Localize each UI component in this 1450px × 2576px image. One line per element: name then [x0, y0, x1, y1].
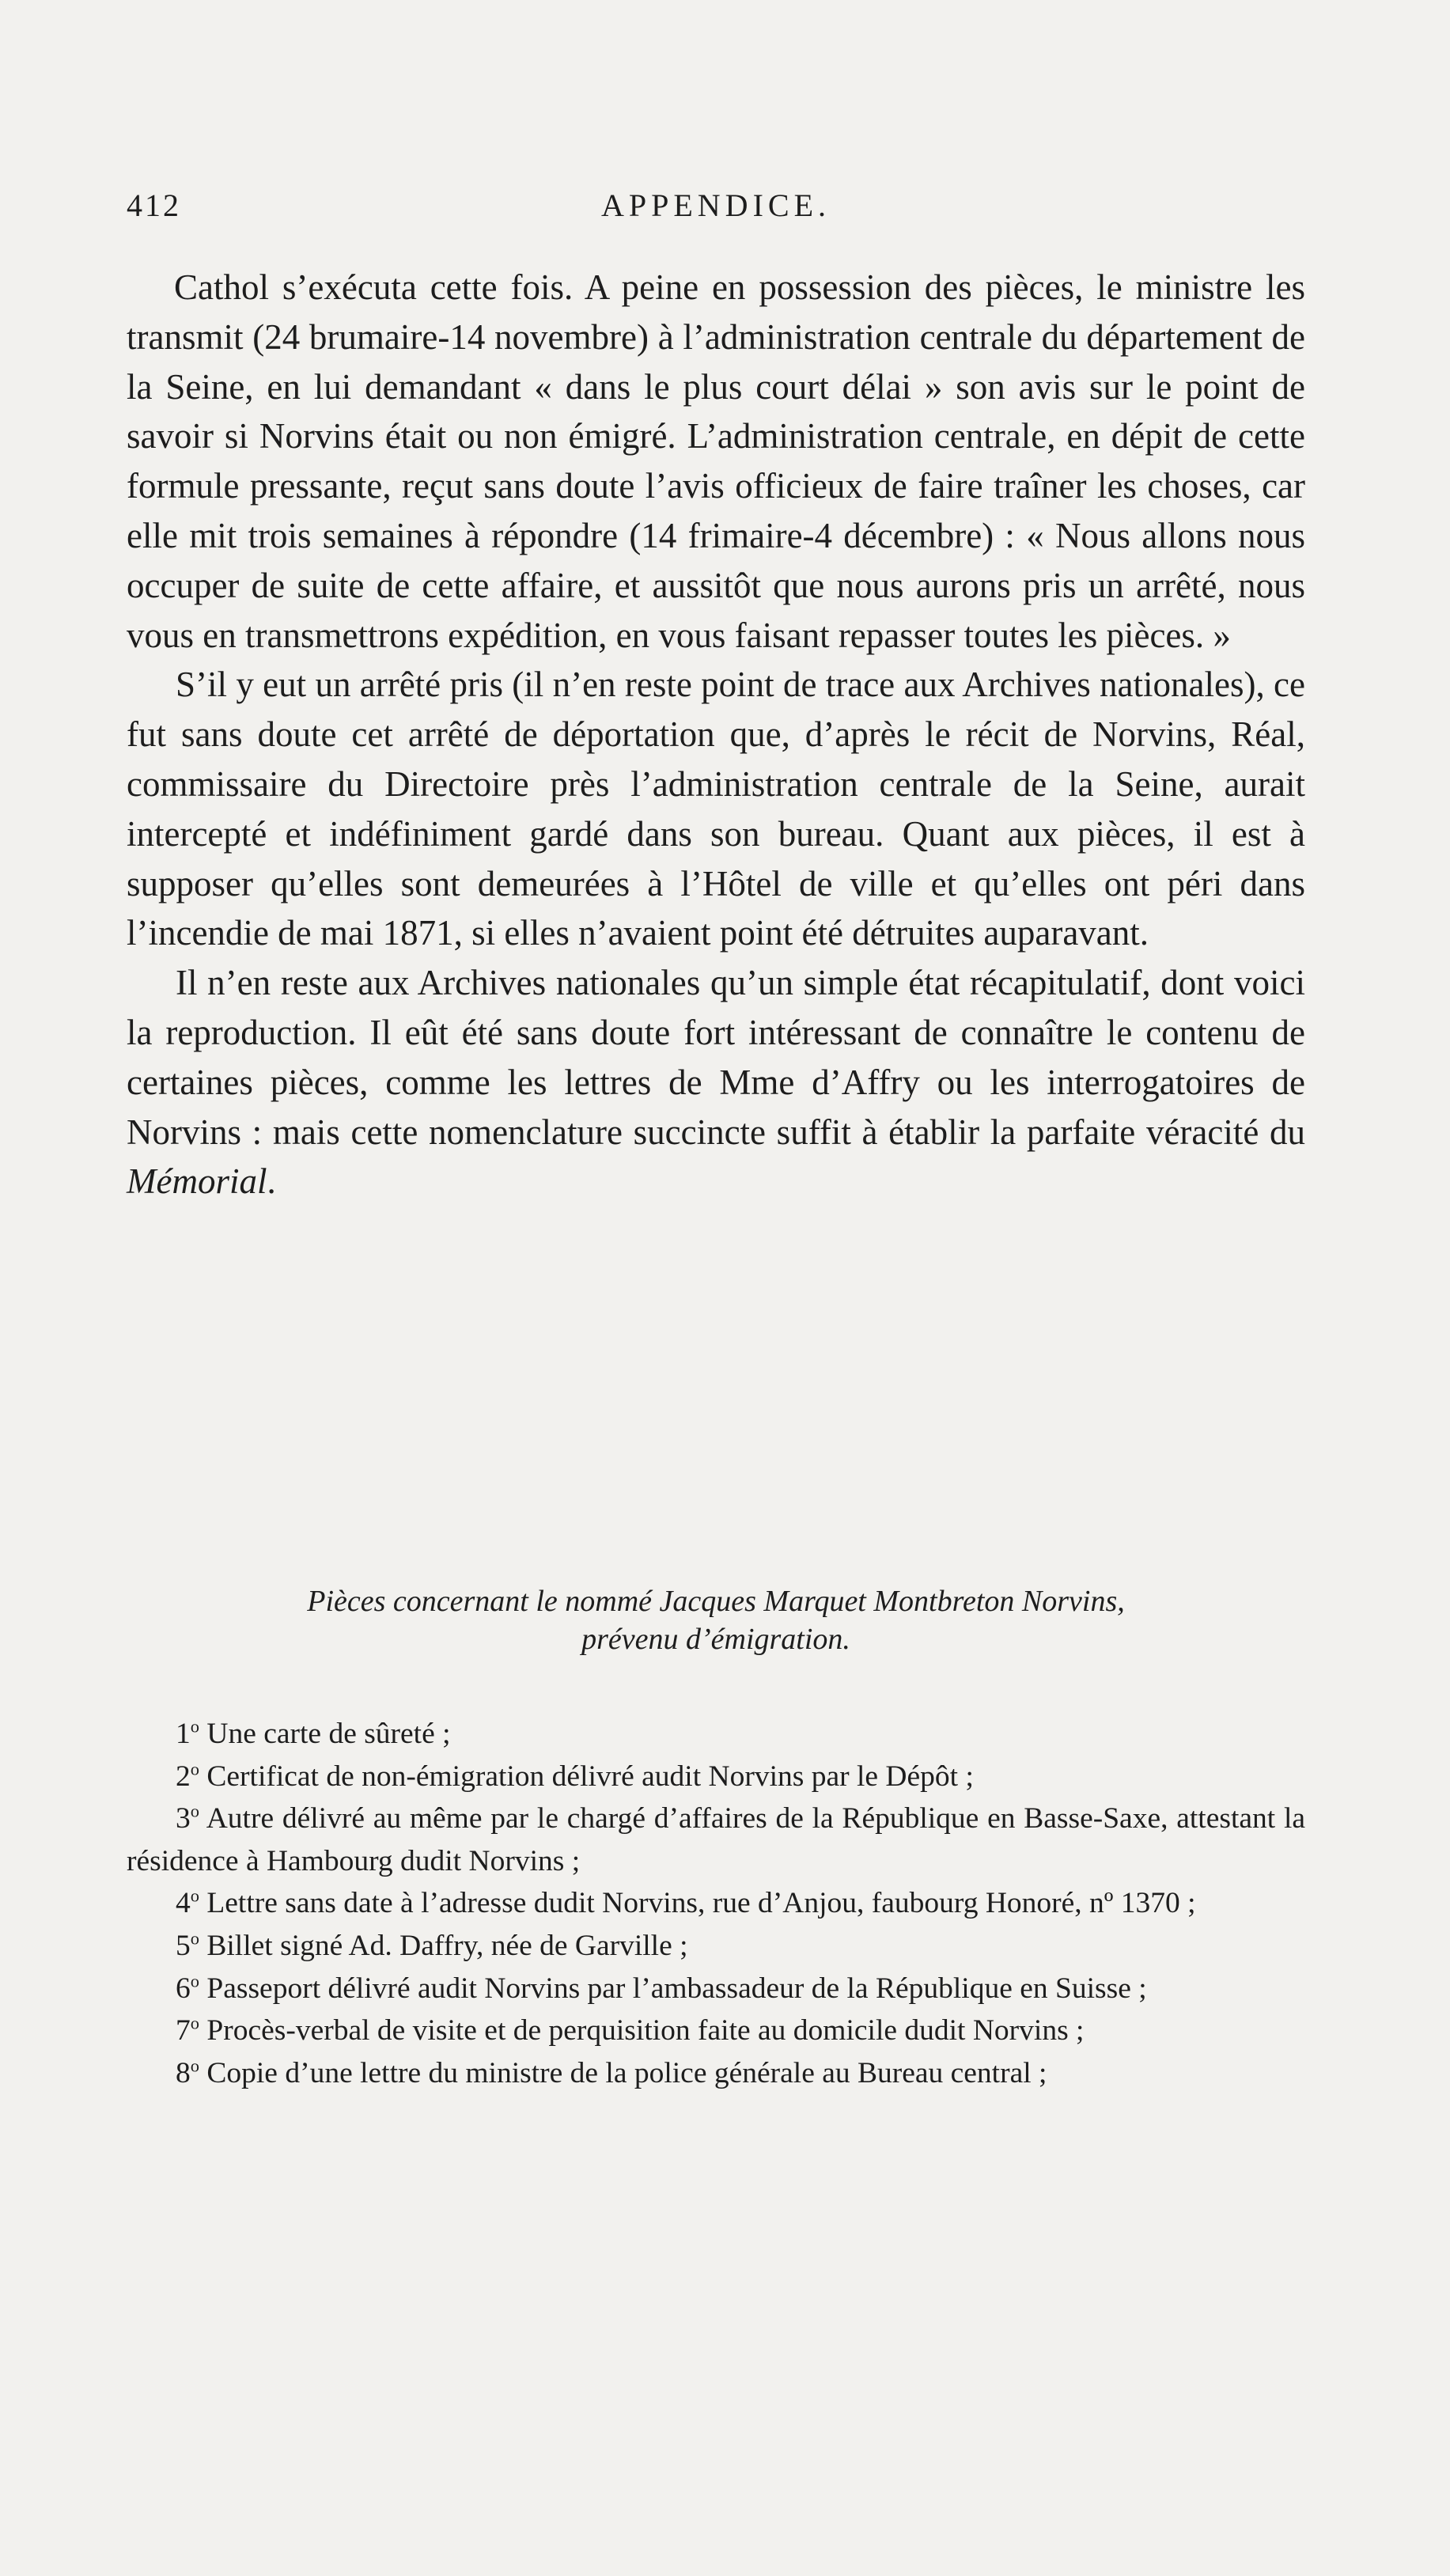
ordinal-mark: o	[190, 1971, 199, 1991]
list-title-line: prévenu d’émigration.	[581, 1623, 850, 1656]
paragraph-end: .	[267, 1161, 276, 1202]
paragraph-text: Il n’en reste aux Archives nationales qu’un simple état récapitulatif, dont voici la reproduction. Il eût été sans doute fort intéressant de connaître le contenu de certaines pièces, comme les lettres de Mme d’Affry ou les interrogatoires de Norvins : mais cette nomenclature succincte suffit à établir la parfaite véracité du	[127, 963, 1305, 1152]
item-number: 7	[176, 2014, 191, 2048]
paragraph: Cathol s’exécuta cette fois. A peine en possession des pièces, le ministre les transmit (24 brumaire-14 novembre) à l’administration centrale du département de la Seine, en lui demandant « dans le plus court délai » son avis sur le point de savoir si Norvins était ou non émigré. L’administration centrale, en dépit de cette formule pressante, reçut sans doute l’avis officieux de faire traîner les choses, car elle mit trois semaines à répondre (14 frimaire-4 décembre) : « Nous allons nous occuper de suite de cette affaire, et aussitôt que nous aurons pris un arrêté, nous vous en transmettrons expédition, en vous faisant repasser toutes les pièces. »	[127, 267, 1305, 655]
paragraph: S’il y eut un arrêté pris (il n’en reste point de trace aux Archives nationales), ce fut sans doute cet arrêté de déportation que, d’après le récit de Norvins, Réal, commissaire du Directoire près l’administration centrale de la Seine, aurait intercepté et indéfiniment gardé dans son bureau. Quant aux pièces, il est à supposer qu’elles sont demeurées à l’Hôtel de ville et qu’elles ont péri dans l’incendie de mai 1871, si elles n’avaient point été détruites auparavant.	[127, 665, 1305, 953]
ordinal-mark: o	[190, 1801, 199, 1821]
item-text: Billet signé Ad. Daffry, née de Garville ;	[206, 1929, 688, 1962]
list-title-line: Pièces concernant le nommé Jacques Marquet Montbreton Norvins,	[307, 1585, 1125, 1618]
item-number: 4	[176, 1887, 191, 1920]
ordinal-mark: o	[190, 1759, 199, 1779]
ordinal-mark: o	[190, 1885, 199, 1906]
item-number: 6	[176, 1972, 191, 2005]
running-head	[127, 187, 1305, 234]
page-number: 412	[127, 188, 181, 223]
ordinal-mark: o	[190, 2055, 199, 2076]
item-number: 1	[176, 1718, 191, 1750]
paragraph	[127, 958, 1305, 1207]
list-item	[127, 1882, 1305, 1925]
list-item	[127, 1756, 1305, 1798]
list-item	[127, 2010, 1305, 2052]
list-title	[127, 1582, 1305, 1658]
running-title: APPENDICE.	[600, 188, 831, 223]
list-item	[127, 1798, 1305, 1882]
item-text: Lettre sans date à l’adresse dudit Norvins, rue d’Anjou, faubourg Honoré, nº 1370 ;	[206, 1887, 1196, 1920]
memorial-title: Mémorial	[127, 1161, 267, 1202]
item-text: Copie d’une lettre du ministre de la police générale au Bureau central ;	[206, 2056, 1047, 2089]
ordinal-mark: o	[190, 1928, 199, 1949]
ordinal-mark: o	[190, 1716, 199, 1737]
list-item	[127, 1968, 1305, 2010]
document-list	[127, 1713, 1305, 2094]
item-number: 2	[176, 1760, 191, 1793]
item-number: 8	[176, 2056, 191, 2089]
item-number: 5	[176, 1929, 191, 1962]
list-item	[127, 2052, 1305, 2095]
item-text: Procès-verbal de visite et de perquisition faite au domicile dudit Norvins ;	[206, 2014, 1085, 2048]
ordinal-mark: o	[190, 2013, 199, 2033]
item-text: Passeport délivré audit Norvins par l’ambassadeur de la République en Suisse ;	[206, 1972, 1147, 2005]
list-item	[127, 1713, 1305, 1756]
item-number: 3	[176, 1802, 191, 1835]
item-text: Certificat de non-émigration délivré audit Norvins par le Dépôt ;	[206, 1760, 974, 1793]
item-text: Autre délivré au même par le chargé d’affaires de la République en Basse-Saxe, attestant la résidence à Hambourg dudit Norvins ;	[127, 1802, 1306, 1877]
item-text: Une carte de sûreté ;	[206, 1718, 451, 1750]
list-item	[127, 1925, 1305, 1968]
body-text	[127, 263, 1305, 1207]
